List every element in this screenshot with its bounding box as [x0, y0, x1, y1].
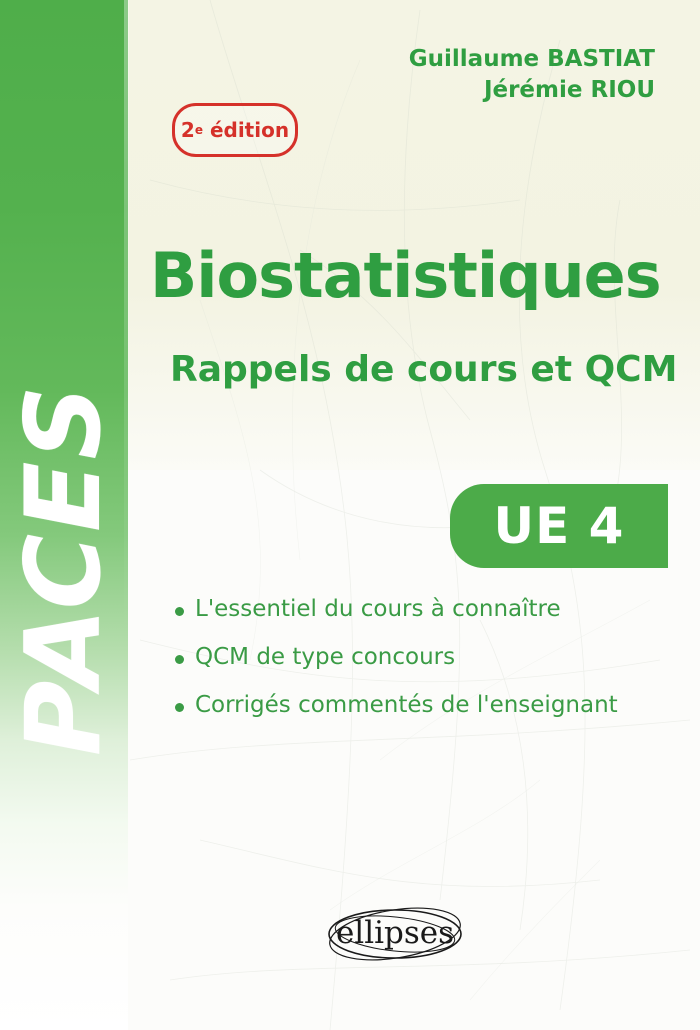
feature-list — [175, 598, 675, 742]
publisher-logo — [310, 895, 480, 973]
series-title-paces: PACES — [3, 383, 124, 756]
list-item — [175, 694, 675, 717]
publisher-name: ellipses — [335, 915, 455, 951]
book-subtitle: Rappels de cours et QCM — [170, 349, 678, 390]
edition-number: 2 — [180, 118, 195, 142]
feature-text-3: Corrigés commentés de l'enseignant — [195, 692, 618, 718]
bullet-dot-icon — [175, 703, 184, 712]
bullet-dot-icon — [175, 655, 184, 664]
edition-word: édition — [209, 118, 290, 142]
authors-block — [409, 44, 655, 106]
author-2: Jérémie RIOU — [483, 77, 655, 104]
list-item — [175, 598, 675, 621]
edition-badge: 2 e édition — [172, 103, 298, 157]
feature-text-1: L'essentiel du cours à connaître — [195, 596, 561, 622]
author-1: Guillaume BASTIAT — [408, 46, 655, 72]
bullet-dot-icon — [175, 607, 184, 616]
ue-badge: UE 4 — [450, 484, 668, 568]
book-title: Biostatistiques — [150, 239, 661, 312]
list-item — [175, 646, 675, 669]
feature-text-2: QCM de type concours — [195, 644, 456, 670]
